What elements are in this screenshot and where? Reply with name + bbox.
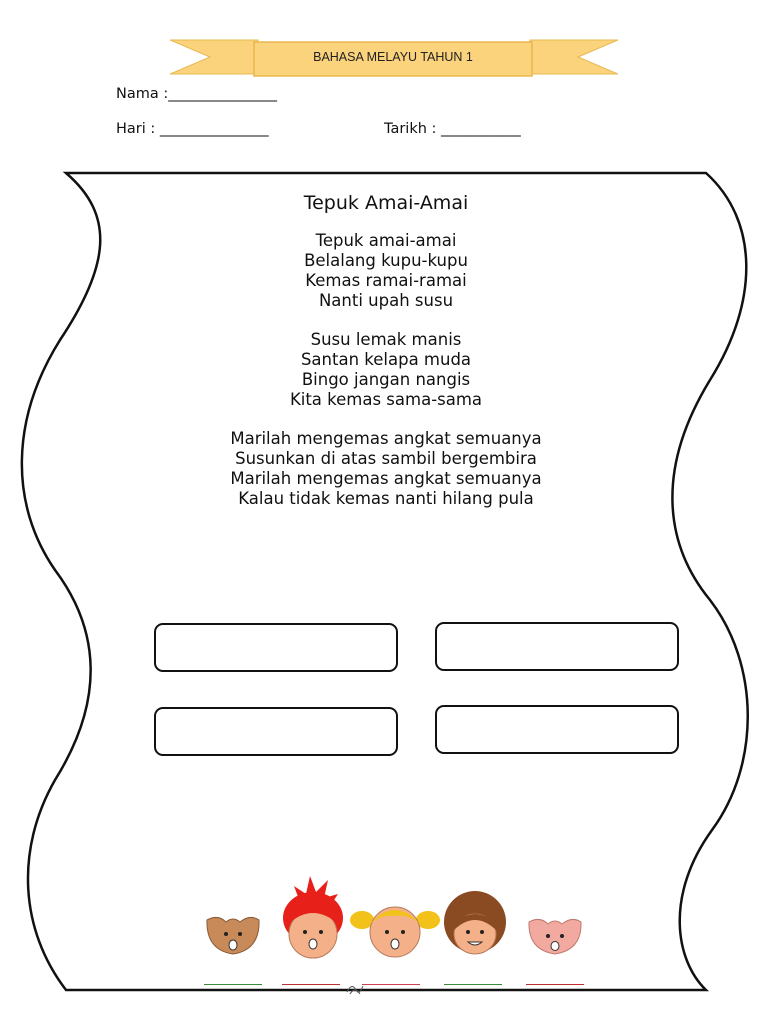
child-face-brown-icon (204, 910, 262, 960)
child-face-blonde-pigtails-icon (350, 900, 440, 960)
answer-box-1[interactable] (154, 623, 398, 672)
nama-label: Nama : (116, 86, 169, 102)
poem-line: Susu lemak manis (310, 330, 462, 349)
name-line-5 (526, 984, 584, 985)
poem-line: Belalang kupu-kupu (304, 251, 468, 270)
nama-blank[interactable]: _______________ (168, 86, 277, 102)
child-face-red-hair-icon (280, 872, 346, 960)
poem-line: Kita kemas sama-sama (289, 390, 483, 409)
poem-line: Kemas ramai-ramai (305, 271, 467, 290)
poem-line: Marilah mengemas angkat semuanya (230, 469, 542, 488)
name-line-4 (444, 984, 502, 985)
child-face-pink-icon (526, 910, 584, 960)
stanza-3 (136, 429, 636, 509)
tarikh-blank[interactable]: ___________ (441, 121, 521, 137)
stanza-2 (136, 330, 636, 410)
hari-label: Hari : (116, 121, 156, 137)
answer-box-2[interactable] (435, 622, 679, 671)
poem-line: Susunkan di atas sambil bergembira (235, 449, 537, 468)
name-line-1 (204, 984, 262, 985)
tarikh-label: Tarikh : (384, 121, 437, 137)
poem-title: Tepuk Amai-Amai (303, 192, 469, 214)
poem-line: Bingo jangan nangis (301, 370, 471, 389)
poem-line: Kalau tidak kemas nanti hilang pula (238, 489, 534, 508)
answer-box-4[interactable] (435, 705, 679, 754)
poem-line: Santan kelapa muda (300, 350, 472, 369)
child-face-brown-hair-icon (442, 890, 508, 960)
hari-blank[interactable]: _______________ (159, 121, 269, 137)
banner-title: BAHASA MELAYU TAHUN 1 (313, 50, 473, 64)
poem-line: Nanti upah susu (318, 291, 454, 310)
answer-box-3[interactable] (154, 707, 398, 756)
name-line-3 (362, 984, 420, 985)
poem-line: Tepuk amai-amai (315, 231, 457, 250)
decorative-squiggle-icon (344, 980, 366, 998)
poem-line: Marilah mengemas angkat semuanya (230, 429, 542, 448)
name-line-2 (282, 984, 340, 985)
stanza-1 (136, 231, 636, 311)
